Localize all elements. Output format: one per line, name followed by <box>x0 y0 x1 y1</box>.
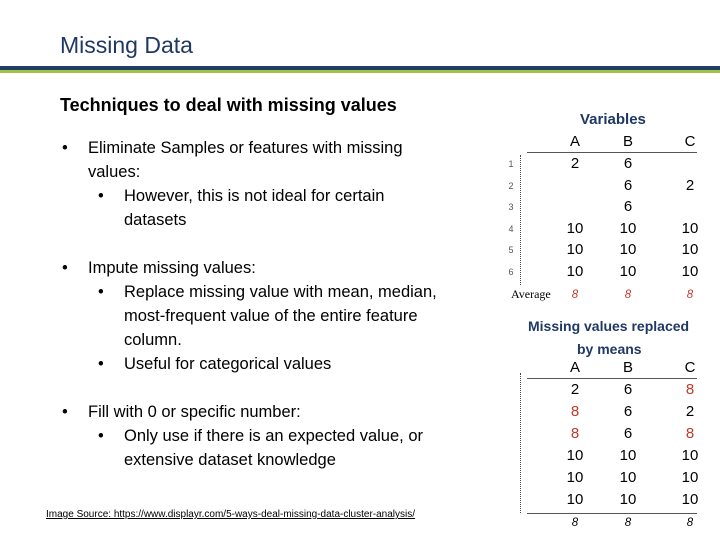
table2-column-header: C <box>684 359 696 376</box>
table1-cell: 10 <box>566 219 584 237</box>
table2-cell: 10 <box>681 469 699 486</box>
table1-column-header: B <box>622 133 633 150</box>
table2-title-line2: by means <box>577 341 642 357</box>
bullet-2-sub-1: • Replace missing value with mean, median, most-frequent value of the entire feature column. <box>98 283 437 349</box>
table1-row-label: 1 <box>508 159 514 169</box>
table1-cell: 10 <box>681 219 699 237</box>
table2-cell: 10 <box>619 469 637 486</box>
table1-cell: 6 <box>623 155 633 172</box>
bullet-1: • Eliminate Samples or features with missing values: <box>62 139 403 181</box>
bullet-2-sub-2: • Useful for categorical values <box>98 355 332 373</box>
table2-average-value: 8 <box>571 517 579 529</box>
table1-row-label: 6 <box>508 266 514 277</box>
table1-cell: 10 <box>681 262 699 280</box>
table2-cell: 8 <box>570 425 580 442</box>
table1-cell: 2 <box>685 176 695 194</box>
slide-title: Missing Data <box>60 32 193 58</box>
table1-cell: 6 <box>623 198 633 215</box>
table2-cell: 8 <box>570 403 580 420</box>
table1-column-header: C <box>684 133 696 150</box>
table2-header-rule <box>527 378 697 379</box>
average-label: Average <box>511 287 551 301</box>
table2-cell: 2 <box>570 381 580 398</box>
bullet-3-sub-1: • Only use if there is an expected value, or extensive dataset knowledge <box>98 427 423 469</box>
bullet-3: • Fill with 0 or specific number: <box>62 403 301 421</box>
header-accent-band <box>0 70 720 73</box>
bullet-2: • Impute missing values: <box>62 259 256 277</box>
table2-title-line1: Missing values replaced <box>528 318 690 334</box>
table1-row-divider <box>520 155 521 285</box>
table1-row-label: 4 <box>508 223 514 234</box>
table2-average-value: 8 <box>686 517 694 529</box>
table1-average-value: 8 <box>624 289 632 301</box>
table2-bottom-rule <box>527 513 697 514</box>
table2-row-divider <box>520 373 521 513</box>
table2-column-header: B <box>622 359 633 376</box>
table2-cell: 10 <box>566 469 584 486</box>
table2-cell: 6 <box>623 381 633 398</box>
table1-title: Variables <box>580 111 646 128</box>
table2-cell: 10 <box>619 491 637 508</box>
slide-subtitle: Techniques to deal with missing values <box>60 95 397 115</box>
table1-average-value: 8 <box>686 289 694 301</box>
table2-cell: 10 <box>681 447 699 464</box>
table1-header-rule <box>527 152 697 153</box>
table1-row-label: 3 <box>508 202 514 212</box>
table1-cell: 2 <box>570 155 580 172</box>
table1-cell: 10 <box>566 241 584 258</box>
table2-cell: 8 <box>685 425 695 442</box>
table2-cell: 2 <box>685 403 695 420</box>
table1-cell: 10 <box>619 262 637 280</box>
table1-cell: 10 <box>681 241 699 258</box>
table1-cell: 10 <box>566 262 584 280</box>
table2-cell: 10 <box>566 447 584 464</box>
table2-cell: 6 <box>623 425 633 442</box>
table2-cell: 10 <box>566 491 584 508</box>
table2-average-value: 8 <box>624 517 632 529</box>
table1-average-value: 8 <box>571 289 579 301</box>
bullet-1-sub-1: • However, this is not ideal for certain datasets <box>98 187 385 229</box>
table2-cell: 10 <box>681 491 699 508</box>
table2-column-header: A <box>569 359 580 376</box>
table1-row-label: 2 <box>508 180 514 191</box>
table1-cell: 10 <box>619 219 637 237</box>
table2-cell: 10 <box>619 447 637 464</box>
table1-cell: 6 <box>623 176 633 194</box>
table1-row-label: 5 <box>508 245 514 255</box>
table1-cell: 10 <box>619 241 637 258</box>
table1-column-header: A <box>569 133 580 150</box>
table2-cell: 6 <box>623 403 633 420</box>
table2-cell: 8 <box>685 381 695 398</box>
image-source-link[interactable]: Image Source: https://www.displayr.com/5-ways-deal-missing-data-cluster-analysis/ <box>46 509 416 520</box>
